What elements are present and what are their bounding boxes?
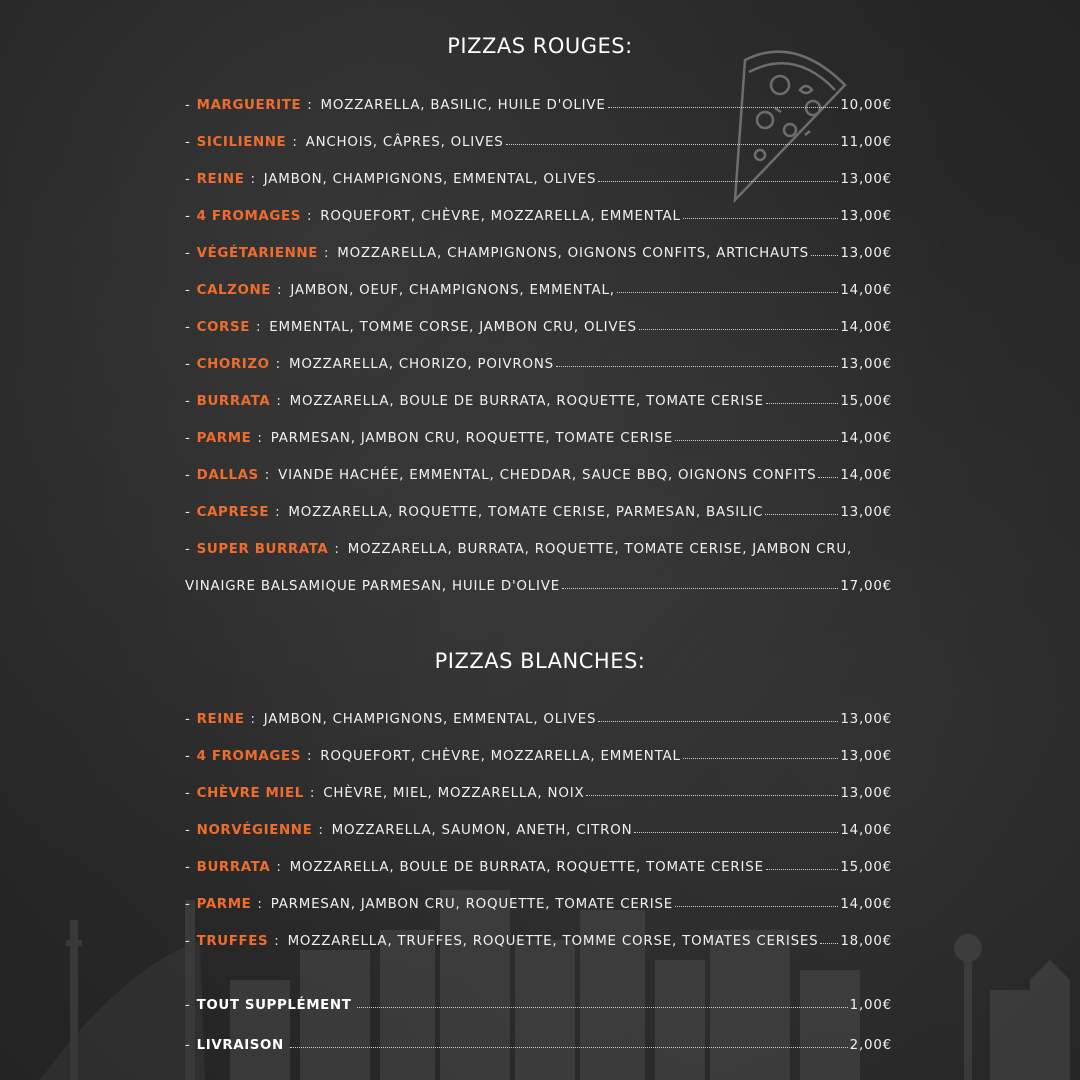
dot-leader	[598, 721, 838, 722]
item-price: 18,00€	[840, 934, 892, 949]
menu-item	[185, 461, 892, 483]
item-name: CALZONE	[196, 283, 272, 298]
item-price: 13,00€	[840, 712, 892, 727]
dot-leader	[357, 1007, 847, 1008]
menu-item	[185, 498, 892, 520]
item-description: MOZZARELLA, CHORIZO, POIVRONS	[288, 357, 554, 372]
item-description: MOZZARELLA, BASILIC, HUILE D'OLIVE	[320, 98, 606, 113]
item-name: NORVÉGIENNE	[196, 823, 313, 838]
item-dash: -	[185, 357, 191, 372]
item-dash: -	[185, 431, 191, 446]
dot-leader	[820, 943, 838, 944]
item-dash: -	[185, 860, 191, 875]
item-dash: -	[185, 172, 191, 187]
item-dash: -	[185, 542, 191, 557]
item-separator: :	[307, 98, 313, 113]
item-name: CORSE	[196, 320, 250, 335]
dot-leader	[639, 329, 839, 330]
item-separator: :	[274, 934, 280, 949]
item-description: MOZZARELLA, TRUFFES, ROQUETTE, TOMME CORSE, TOMATES CERISES	[287, 934, 819, 949]
item-price: 14,00€	[840, 897, 892, 912]
item-dash: -	[185, 505, 191, 520]
item-dash: -	[185, 998, 191, 1013]
item-separator: :	[250, 172, 256, 187]
item-dash: -	[185, 246, 191, 261]
item-separator: :	[275, 357, 281, 372]
dot-leader	[683, 218, 839, 219]
item-price: 17,00€	[840, 579, 892, 594]
dot-leader	[617, 292, 839, 293]
item-price: 14,00€	[840, 283, 892, 298]
item-description: ANCHOIS, CÂPRES, OLIVES	[305, 135, 504, 150]
item-price: 1,00€	[849, 998, 892, 1013]
item-description: JAMBON, OEUF, CHAMPIGNONS, EMMENTAL,	[290, 283, 615, 298]
extra-row	[185, 991, 892, 1013]
item-name: PARME	[196, 431, 252, 446]
dot-leader	[586, 795, 838, 796]
menu-item	[185, 816, 892, 838]
item-name: BURRATA	[196, 860, 271, 875]
item-dash: -	[185, 394, 191, 409]
item-description: VIANDE HACHÉE, EMMENTAL, CHEDDAR, SAUCE BBQ, OIGNONS CONFITS	[278, 468, 817, 483]
item-name: CAPRESE	[196, 505, 270, 520]
item-price: 15,00€	[840, 860, 892, 875]
menu-item	[185, 927, 892, 949]
dot-leader	[290, 1047, 848, 1048]
item-price: 14,00€	[840, 320, 892, 335]
item-price: 14,00€	[840, 823, 892, 838]
menu-item	[185, 705, 892, 727]
item-dash: -	[185, 712, 191, 727]
item-description: JAMBON, CHAMPIGNONS, EMMENTAL, OLIVES	[263, 712, 597, 727]
item-price: 13,00€	[840, 505, 892, 520]
dot-leader	[766, 403, 838, 404]
menu-item	[185, 202, 892, 224]
section-title-rouges: PIZZAS ROUGES:	[447, 34, 633, 58]
item-dash: -	[185, 468, 191, 483]
item-price: 10,00€	[840, 98, 892, 113]
menu-item	[185, 91, 892, 113]
item-price: 13,00€	[840, 786, 892, 801]
item-description: ROQUEFORT, CHÈVRE, MOZZARELLA, EMMENTAL	[320, 209, 681, 224]
dot-leader	[765, 514, 838, 515]
item-name: SICILIENNE	[196, 135, 287, 150]
item-price: 2,00€	[849, 1038, 892, 1053]
dot-leader	[556, 366, 838, 367]
item-name: CHORIZO	[196, 357, 270, 372]
dot-leader	[562, 588, 838, 589]
item-separator: :	[306, 209, 313, 224]
item-description: MOZZARELLA, CHAMPIGNONS, OIGNONS CONFITS, ARTICHAUTS	[337, 246, 809, 261]
menu-item-super-burrata-continued	[185, 572, 892, 594]
dot-leader	[683, 758, 839, 759]
dot-leader	[818, 477, 838, 478]
item-price: 14,00€	[840, 468, 892, 483]
item-name: REINE	[196, 172, 245, 187]
dot-leader	[766, 869, 838, 870]
menu-item	[185, 890, 892, 912]
item-description: CHÈVRE, MIEL, MOZZARELLA, NOIX	[323, 786, 585, 801]
item-name: LIVRAISON	[196, 1038, 284, 1053]
item-price: 13,00€	[840, 172, 892, 187]
item-description: EMMENTAL, TOMME CORSE, JAMBON CRU, OLIVES	[269, 320, 637, 335]
item-dash: -	[185, 135, 191, 150]
menu-item-super-burrata	[185, 535, 892, 557]
menu-item	[185, 276, 892, 298]
menu-item	[185, 350, 892, 372]
item-description: PARMESAN, JAMBON CRU, ROQUETTE, TOMATE CERISE	[270, 431, 674, 446]
item-separator: :	[323, 246, 330, 261]
item-dash: -	[185, 98, 191, 113]
item-description: JAMBON, CHAMPIGNONS, EMMENTAL, OLIVES	[263, 172, 597, 187]
item-separator: :	[275, 505, 281, 520]
dot-leader	[675, 906, 838, 907]
item-separator: :	[264, 468, 271, 483]
item-name: PARME	[196, 897, 252, 912]
item-separator: :	[292, 135, 298, 150]
dot-leader	[608, 107, 839, 108]
item-name: 4 FROMAGES	[196, 749, 301, 764]
item-dash: -	[185, 320, 191, 335]
item-separator: :	[255, 320, 262, 335]
menu-item	[185, 742, 892, 764]
menu-item	[185, 853, 892, 875]
item-description: MOZZARELLA, BURRATA, ROQUETTE, TOMATE CERISE, JAMBON CRU,	[347, 542, 853, 557]
item-separator: :	[250, 712, 256, 727]
item-separator: :	[318, 823, 324, 838]
item-name: TOUT SUPPLÉMENT	[196, 998, 352, 1013]
item-name: 4 FROMAGES	[196, 209, 301, 224]
dot-leader	[634, 832, 838, 833]
item-separator: :	[334, 542, 340, 557]
item-price: 13,00€	[840, 246, 892, 261]
item-description: MOZZARELLA, ROQUETTE, TOMATE CERISE, PARMESAN, BASILIC	[288, 505, 764, 520]
item-name: TRUFFES	[196, 934, 269, 949]
item-price: 15,00€	[840, 394, 892, 409]
item-name: VÉGÉTARIENNE	[196, 246, 318, 261]
extra-row	[185, 1031, 892, 1053]
item-name: CHÈVRE MIEL	[196, 786, 304, 801]
item-separator: :	[306, 749, 313, 764]
item-separator: :	[257, 897, 263, 912]
item-separator: :	[277, 283, 283, 298]
item-price: 13,00€	[840, 749, 892, 764]
item-price: 13,00€	[840, 209, 892, 224]
item-name: DALLAS	[196, 468, 259, 483]
item-dash: -	[185, 823, 191, 838]
item-name: REINE	[196, 712, 245, 727]
menu-item	[185, 424, 892, 446]
item-description: PARMESAN, JAMBON CRU, ROQUETTE, TOMATE CERISE	[270, 897, 674, 912]
item-dash: -	[185, 897, 191, 912]
item-dash: -	[185, 1038, 191, 1053]
dot-leader	[811, 255, 838, 256]
item-description-continued: VINAIGRE BALSAMIQUE PARMESAN, HUILE D'OLIVE	[185, 579, 561, 594]
item-description: MOZZARELLA, BOULE DE BURRATA, ROQUETTE, TOMATE CERISE	[289, 860, 764, 875]
item-description: MOZZARELLA, BOULE DE BURRATA, ROQUETTE, TOMATE CERISE	[289, 394, 764, 409]
item-separator: :	[257, 431, 263, 446]
menu-item	[185, 779, 892, 801]
item-dash: -	[185, 749, 191, 764]
menu-item	[185, 239, 892, 261]
item-dash: -	[185, 786, 191, 801]
item-dash: -	[185, 209, 191, 224]
menu-item	[185, 128, 892, 150]
menu-item	[185, 387, 892, 409]
section-title-blanches: PIZZAS BLANCHES:	[434, 649, 646, 673]
item-price: 13,00€	[840, 357, 892, 372]
item-dash: -	[185, 283, 191, 298]
dot-leader	[506, 144, 839, 145]
item-separator: :	[276, 860, 282, 875]
menu-item	[185, 313, 892, 335]
item-name: BURRATA	[196, 394, 271, 409]
item-name: SUPER BURRATA	[196, 542, 329, 557]
dot-leader	[675, 440, 838, 441]
item-separator: :	[309, 786, 316, 801]
dot-leader	[598, 181, 838, 182]
menu-item	[185, 165, 892, 187]
item-dash: -	[185, 934, 191, 949]
item-description: ROQUEFORT, CHÈVRE, MOZZARELLA, EMMENTAL	[320, 749, 681, 764]
item-price: 14,00€	[840, 431, 892, 446]
item-name: MARGUERITE	[196, 98, 302, 113]
item-separator: :	[276, 394, 282, 409]
item-description: MOZZARELLA, SAUMON, ANETH, CITRON	[331, 823, 633, 838]
item-price: 11,00€	[840, 135, 892, 150]
